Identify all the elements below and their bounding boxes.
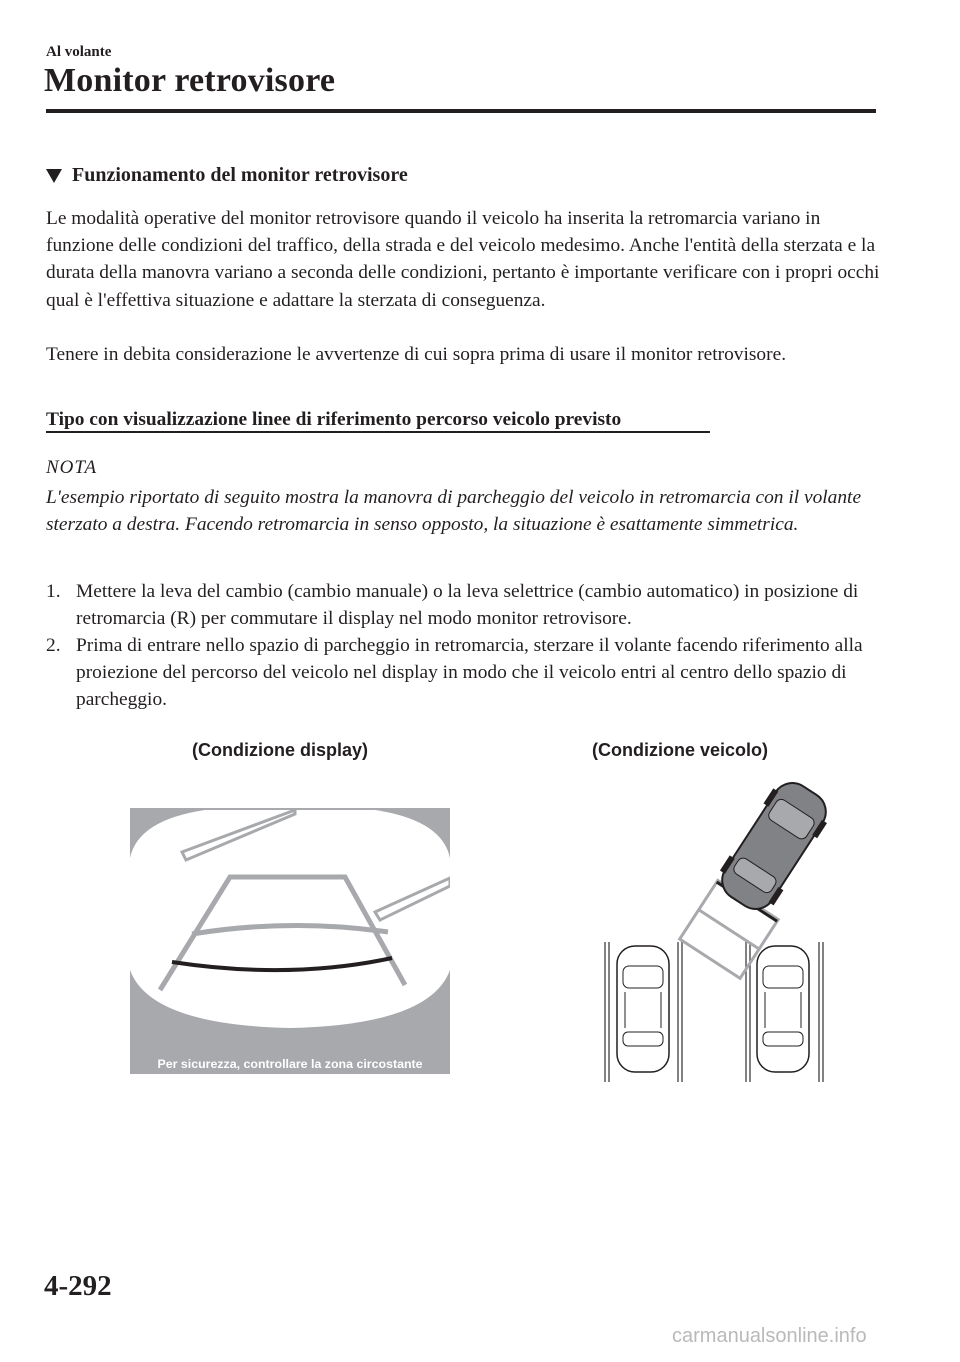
watermark: carmanualsonline.info <box>672 1325 867 1347</box>
display-caption: (Condizione display) <box>192 740 369 760</box>
reversing-car <box>711 780 830 919</box>
camera-view-area <box>130 810 450 1028</box>
display-warning-text: Per sicurezza, controllare la zona circostante <box>157 1057 423 1071</box>
step-1 <box>46 578 886 632</box>
section-heading <box>46 164 408 187</box>
step-text: Mettere la leva del cambio (cambio manuale) o la leva selettrice (cambio automatico) in posizione di retromarcia (R) per commutare il display nel modo monitor retrovisore. <box>76 581 859 630</box>
vehicle-condition-illustration <box>598 780 830 1090</box>
page-number: 4-292 <box>44 1270 112 1302</box>
note-text: L'esempio riportato di seguito mostra la manovra di parcheggio del veicolo in retromarcia con il volante sterzato a destra. Facendo retromarcia in senso opposto, la situazione è esattamente simmetrica. <box>46 487 862 536</box>
page-title: Monitor retrovisore <box>44 62 336 99</box>
step-text: Prima di entrare nello spazio di parcheggio in retromarcia, sterzare il volante facendo riferimento alla proiezione del percorso del veicolo nel display in modo che il veicolo entri al centro dello spazio di parcheggio. <box>76 635 863 711</box>
vehicle-caption: (Condizione veicolo) <box>592 740 769 760</box>
parked-car-right <box>757 946 809 1072</box>
note-label: NOTA <box>46 457 98 478</box>
parked-car-left <box>617 946 669 1072</box>
section-heading-text: Funzionamento del monitor retrovisore <box>72 164 408 186</box>
subheading: Tipo con visualizzazione linee di riferimento percorso veicolo previsto <box>46 409 622 430</box>
chapter-label: Al volante <box>46 44 112 60</box>
subheading-underline <box>46 431 710 433</box>
step-number: 1. <box>46 581 61 602</box>
step-2 <box>46 632 886 714</box>
rear-camera-display-illustration <box>130 800 450 1075</box>
title-rule <box>46 109 876 113</box>
step-number: 2. <box>46 635 61 656</box>
intro-paragraph: Le modalità operative del monitor retrovisore quando il veicolo ha inserita la retromarcia variano in funzione delle condizioni del traffico, della strada e del veicolo medesimo. Anche l'entità della sterzata e la durata della manovra variano a seconda delle condizioni, pertanto è importante verificare con i propri occhi qual è l'effettiva situazione e adattare la sterzata di conseguenza. <box>46 208 880 311</box>
warning-paragraph: Tenere in debita considerazione le avvertenze di cui sopra prima di usare il monitor retrovisore. <box>46 344 787 365</box>
triangle-bullet-icon <box>46 169 62 183</box>
